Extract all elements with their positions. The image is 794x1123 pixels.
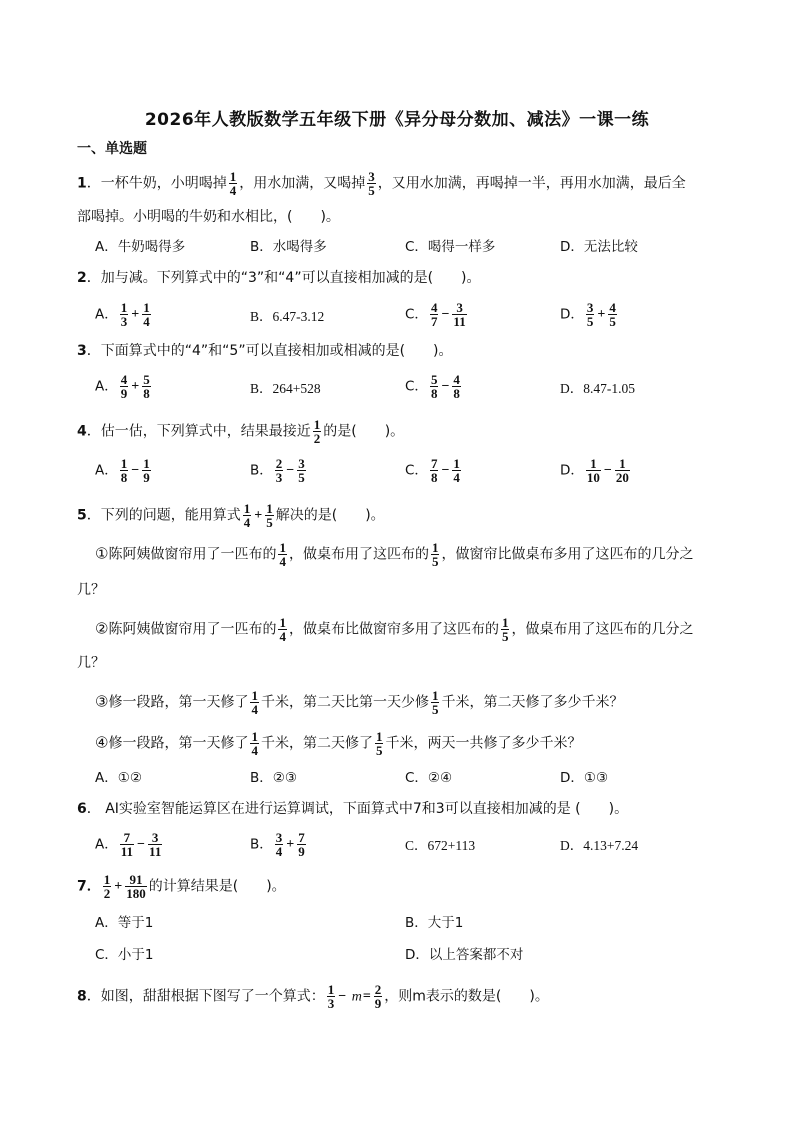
operator: −	[603, 462, 612, 478]
denominator: 11	[453, 314, 466, 329]
denominator: 5	[266, 515, 273, 530]
fraction	[431, 541, 440, 568]
denominator: 9	[143, 470, 150, 485]
question-2	[77, 268, 722, 288]
option-b[interactable]: B．264+528	[250, 381, 321, 396]
fraction	[452, 457, 461, 484]
circled-number: ②	[95, 619, 109, 638]
denominator: 5	[431, 554, 439, 569]
question-text: ．如图，甜甜根据下图写了一个算式：	[86, 988, 325, 1005]
operator: −	[441, 378, 450, 394]
fraction	[142, 457, 151, 484]
numerator: 1	[431, 540, 439, 555]
numerator: 1	[431, 688, 439, 703]
question-text: ，又用水加满，再喝掉一半，再用水加满，最后全	[377, 175, 686, 192]
option-c[interactable]	[405, 457, 463, 484]
option-label: A．	[95, 306, 118, 323]
denominator: 5	[368, 183, 375, 198]
fraction	[250, 730, 259, 757]
sub-text: 千米，第二天比第一天少修	[260, 694, 429, 711]
fraction	[374, 983, 383, 1010]
numerator: 5	[430, 372, 438, 387]
denominator: 7	[430, 314, 438, 329]
sub-text: ，做窗帘比做桌布多用了这匹布的几分之	[441, 546, 694, 563]
option-a[interactable]: A．等于1	[95, 915, 154, 931]
sub-text: 陈阿姨做窗帘用了一匹布的	[108, 621, 277, 638]
numerator: 1	[619, 456, 626, 471]
denominator: 8	[453, 386, 460, 401]
option-b[interactable]	[250, 457, 308, 484]
option-label: A．	[95, 378, 118, 395]
question-number: 6	[77, 801, 87, 817]
option-a[interactable]: A．①②	[95, 770, 142, 786]
fraction	[120, 301, 129, 328]
question-number: 1	[77, 175, 87, 192]
denominator: 5	[609, 314, 616, 329]
sub-question-2	[95, 616, 725, 643]
option-c[interactable]: C．小于1	[95, 947, 154, 963]
denominator: 3	[327, 996, 335, 1011]
option-d[interactable]: D．无法比较	[560, 239, 638, 255]
numerator: 1	[279, 615, 286, 630]
option-b[interactable]	[250, 831, 308, 858]
fraction	[501, 616, 510, 643]
question-number: 7	[77, 878, 87, 895]
question-3	[77, 341, 722, 361]
numerator: 1	[143, 300, 150, 315]
numerator: 1	[143, 456, 150, 471]
denominator: 8	[120, 470, 128, 485]
denominator: 3	[120, 314, 128, 329]
option-d[interactable]: D．4.13+7.24	[560, 838, 639, 853]
operator: +	[131, 306, 140, 322]
denominator: 9	[120, 386, 128, 401]
numerator: 3	[275, 830, 283, 845]
numerator: 91	[129, 872, 143, 887]
denominator: 4	[143, 314, 150, 329]
option-a[interactable]	[95, 301, 153, 328]
question-text: ，用水加满，又喝掉	[239, 175, 366, 192]
equals-sign: =	[362, 988, 371, 1004]
option-b[interactable]: B．②③	[250, 770, 297, 786]
fraction	[148, 831, 162, 858]
question-text: 的计算结果是( )。	[148, 878, 286, 895]
circled-number: ③	[95, 692, 109, 711]
numerator: 1	[266, 501, 273, 516]
denominator: 3	[275, 470, 283, 485]
option-d[interactable]	[560, 301, 619, 328]
numerator: 3	[151, 830, 159, 845]
numerator: 1	[501, 615, 509, 630]
fraction	[586, 457, 601, 484]
fraction	[275, 831, 284, 858]
question-5	[77, 502, 722, 529]
operator: −	[286, 462, 295, 478]
option-c[interactable]	[405, 373, 463, 400]
numerator: 4	[609, 300, 616, 315]
numerator: 2	[275, 456, 283, 471]
sub-text: ，做桌布用了这匹布的几分之	[511, 621, 694, 638]
numerator: 1	[327, 982, 335, 997]
denominator: 10	[586, 470, 600, 485]
option-label: B．	[250, 836, 273, 853]
fraction	[278, 541, 287, 568]
denominator: 5	[431, 702, 439, 717]
question-text: ，则m表示的数是( )。	[384, 988, 549, 1005]
question-text: ．一杯牛奶，小明喝掉	[86, 175, 227, 192]
question-text: ．下面算式中的“4”和“5”可以直接相加或相减的是( )。	[86, 343, 453, 359]
question-1	[77, 170, 722, 197]
option-a[interactable]	[95, 457, 153, 484]
numerator: 4	[453, 372, 460, 387]
fraction	[297, 457, 306, 484]
option-a[interactable]: A．牛奶喝得多	[95, 239, 186, 255]
option-d[interactable]	[560, 457, 632, 484]
fraction	[229, 170, 238, 197]
fraction	[313, 418, 322, 445]
numerator: 4	[430, 300, 438, 315]
option-b[interactable]: B．6.47-3.12	[250, 309, 325, 324]
operator: +	[131, 378, 140, 394]
operator: −	[137, 836, 146, 852]
question-number: 3	[77, 343, 87, 359]
numerator: 7	[123, 830, 131, 845]
numerator: 1	[120, 456, 128, 471]
fraction	[431, 689, 440, 716]
option-b[interactable]: B．水喝得多	[250, 239, 327, 255]
denominator: 4	[229, 183, 237, 198]
fraction	[120, 457, 129, 484]
fraction	[120, 831, 134, 858]
fraction	[430, 373, 439, 400]
fraction	[452, 301, 466, 328]
option-c[interactable]: C．②④	[405, 770, 453, 786]
option-b[interactable]: B．大于1	[405, 915, 464, 931]
denominator: 20	[615, 470, 629, 485]
fraction	[430, 457, 439, 484]
denominator: 4	[243, 515, 251, 530]
question-text: 的是( )。	[323, 423, 405, 440]
numerator: 1	[375, 729, 383, 744]
numerator: 1	[103, 872, 111, 887]
operator: +	[254, 507, 263, 523]
fraction	[103, 873, 112, 900]
numerator: 1	[229, 169, 237, 184]
sub-question-1	[95, 541, 725, 568]
denominator: 4	[279, 554, 286, 569]
denominator: 8	[430, 470, 438, 485]
option-label: A．	[95, 462, 118, 479]
numerator: 3	[586, 300, 594, 315]
question-number: 8	[77, 988, 87, 1005]
denominator: 4	[251, 702, 258, 717]
fraction	[120, 373, 129, 400]
fraction	[275, 457, 284, 484]
fraction	[430, 301, 439, 328]
fraction	[265, 502, 274, 529]
sub-text: ，做桌布用了这匹布的	[288, 546, 429, 563]
denominator: 9	[298, 844, 305, 859]
operator: −	[441, 462, 450, 478]
sub-question-2-line-2: 几？	[77, 655, 105, 671]
question-number: 5	[77, 507, 87, 524]
numerator: 7	[298, 830, 305, 845]
denominator: 8	[430, 386, 438, 401]
sub-text: ，做桌布比做窗帘多用了这匹布的	[288, 621, 499, 638]
fraction	[297, 831, 306, 858]
variable-m: m	[351, 989, 362, 1005]
question-text: ． AI实验室智能运算区在进行运算调试，下面算式中7和3可以直接相加减的是 ( )。	[86, 801, 629, 817]
option-label: C．	[405, 378, 428, 395]
numerator: 3	[368, 169, 375, 184]
denominator: 4	[279, 629, 286, 644]
numerator: 1	[590, 456, 597, 471]
denominator: 180	[126, 886, 146, 901]
numerator: 5	[143, 372, 150, 387]
numerator: 1	[251, 688, 258, 703]
denominator: 11	[120, 844, 134, 859]
section-heading: 一、单选题	[77, 141, 147, 157]
numerator: 1	[251, 729, 258, 744]
sub-text: 千米，第二天修了	[260, 735, 373, 752]
operator: −	[338, 988, 347, 1004]
question-1-line-2: 部喝掉。小明喝的牛奶和水相比，( )。	[77, 209, 340, 225]
denominator: 9	[374, 996, 382, 1011]
fraction	[367, 170, 376, 197]
sub-question-4	[95, 730, 725, 757]
sub-text: 千米，两天一共修了多少千米？	[385, 735, 582, 752]
question-number: 4	[77, 423, 87, 440]
question-text: ．估一估，下列算式中，结果最接近	[86, 423, 311, 440]
question-number: 2	[77, 270, 87, 286]
option-label: B．	[250, 462, 273, 479]
denominator: 4	[251, 743, 258, 758]
fraction	[608, 301, 617, 328]
numerator: 1	[279, 540, 286, 555]
option-d[interactable]: D．以上答案都不对	[405, 947, 524, 963]
fraction	[327, 983, 336, 1010]
sub-text: 修一段路，第一天修了	[108, 694, 249, 711]
numerator: 1	[243, 501, 251, 516]
denominator: 5	[501, 629, 509, 644]
denominator: 5	[298, 470, 305, 485]
denominator: 5	[375, 743, 383, 758]
question-8	[77, 983, 722, 1010]
numerator: 2	[374, 982, 382, 997]
circled-number: ①	[95, 544, 109, 563]
numerator: 3	[298, 456, 305, 471]
numerator: 4	[120, 372, 128, 387]
question-4	[77, 418, 722, 445]
option-c[interactable]	[405, 301, 469, 328]
fraction	[615, 457, 630, 484]
operator: −	[131, 462, 140, 478]
question-text: ．加与减。下列算式中的“3”和“4”可以直接相加减的是( )。	[86, 270, 481, 286]
fraction	[375, 730, 384, 757]
operator: +	[597, 306, 606, 322]
option-label: C．	[405, 462, 428, 479]
fraction	[250, 689, 259, 716]
question-6	[77, 799, 722, 819]
fraction	[142, 301, 151, 328]
option-a[interactable]	[95, 373, 153, 400]
denominator: 11	[149, 844, 162, 859]
sub-text: 修一段路，第一天修了	[108, 735, 249, 752]
circled-number: ④	[95, 733, 109, 752]
option-c[interactable]: C．喝得一样多	[405, 239, 496, 255]
denominator: 2	[103, 886, 111, 901]
numerator: 7	[430, 456, 438, 471]
numerator: 1	[313, 417, 321, 432]
numerator: 1	[120, 300, 128, 315]
fraction	[125, 873, 147, 900]
sub-question-3	[95, 689, 725, 716]
operator: +	[286, 836, 295, 852]
denominator: 8	[143, 386, 150, 401]
option-d[interactable]: D．①③	[560, 770, 609, 786]
option-d[interactable]: D．8.47-1.05	[560, 381, 635, 396]
numerator: 3	[456, 300, 463, 315]
denominator: 4	[453, 470, 460, 485]
option-label: C．	[405, 306, 428, 323]
fraction	[452, 373, 461, 400]
operator: +	[114, 878, 123, 894]
denominator: 5	[586, 314, 594, 329]
question-text: ．下列的问题，能用算式	[86, 507, 241, 524]
sub-question-1-line-2: 几？	[77, 582, 105, 598]
page-title: 2026年人教版数学五年级下册《异分母分数加、减法》一课一练	[144, 110, 650, 130]
option-c[interactable]: C．672+113	[405, 838, 476, 853]
sub-text: 千米，第二天修了多少千米？	[441, 694, 624, 711]
fraction	[142, 373, 151, 400]
question-text: 解决的是( )。	[275, 507, 385, 524]
option-label: A．	[95, 836, 118, 853]
fraction	[586, 301, 595, 328]
option-a[interactable]	[95, 831, 164, 858]
option-label: D．	[560, 462, 584, 479]
option-label: D．	[560, 306, 584, 323]
question-7: 7． $\frac{1}{2}$ + $\frac{91}{180}$ 的计算结果是( )。	[77, 872, 286, 901]
sub-text: 陈阿姨做窗帘用了一匹布的	[108, 546, 277, 563]
fraction	[278, 616, 287, 643]
numerator: 1	[453, 456, 460, 471]
denominator: 2	[313, 431, 321, 446]
fraction	[243, 502, 252, 529]
denominator: 4	[275, 844, 283, 859]
operator: −	[441, 306, 450, 322]
